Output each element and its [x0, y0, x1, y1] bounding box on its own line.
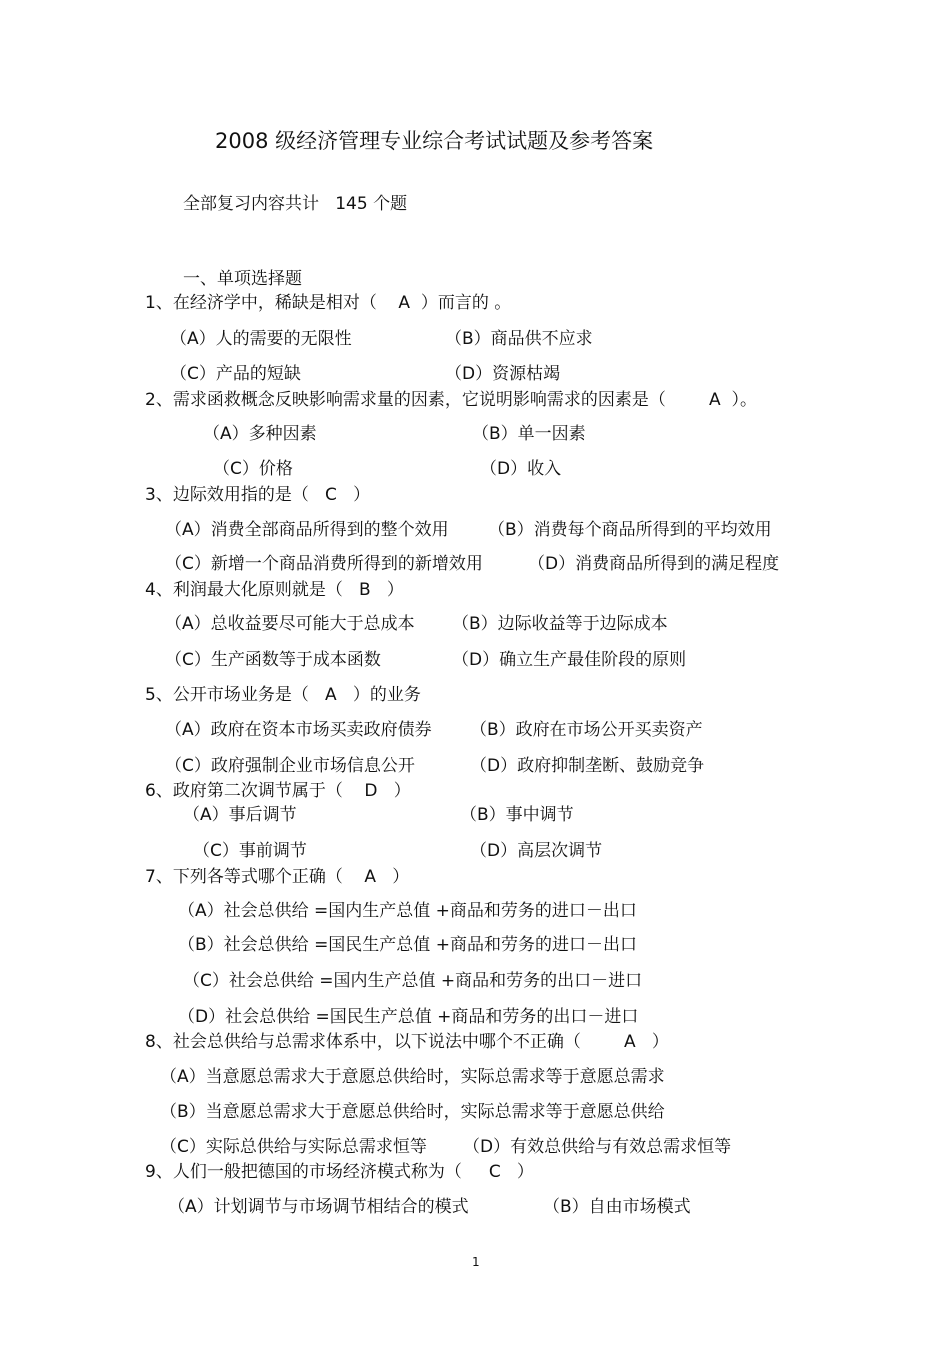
question-count-summary: 全部复习内容共计 145 个题 [183, 194, 408, 214]
question-stem: 2、需求函救概念反映影响需求量的因素，它说明影响需求的因素是（ A ）。 [145, 390, 757, 410]
section-heading: 一、单项选择题 [183, 269, 302, 289]
option-d: （D）政府抑制垄断、鼓励竞争 [470, 756, 705, 776]
option-d: （D）社会总供给 =国民生产总值 +商品和劳务的出口－进口 [178, 1007, 639, 1027]
option-c: （C）价格 [213, 459, 293, 479]
option-c: （C）事前调节 [193, 841, 307, 861]
question-stem: 7、下列各等式哪个正确（ A ） [145, 867, 410, 887]
option-a: （A）人的需要的无限性 [170, 329, 352, 349]
question-stem: 5、公开市场业务是（ A ）的业务 [145, 685, 421, 705]
question-stem: 9、人们一般把德国的市场经济模式称为（ C ） [145, 1162, 534, 1182]
option-a: （A）事后调节 [183, 805, 297, 825]
option-d: （D）消费商品所得到的满足程度 [528, 554, 780, 574]
option-c: （C）新增一个商品消费所得到的新增效用 [165, 554, 483, 574]
option-d: （D）高层次调节 [470, 841, 603, 861]
option-b: （B）社会总供给 =国民生产总值 +商品和劳务的进口－出口 [178, 935, 637, 955]
option-a: （A）消费全部商品所得到的整个效用 [165, 520, 449, 540]
question-stem: 4、利润最大化原则就是（ B ） [145, 580, 404, 600]
option-b: （B）消费每个商品所得到的平均效用 [488, 520, 772, 540]
option-d: （D）资源枯竭 [445, 364, 561, 384]
option-c: （C）社会总供给 =国内生产总值 +商品和劳务的出口－进口 [183, 971, 643, 991]
option-c: （C）实际总供给与实际总需求恒等 [160, 1137, 427, 1157]
option-d: （D）收入 [480, 459, 562, 479]
option-d: （D）确立生产最佳阶段的原则 [452, 650, 687, 670]
option-a: （A）政府在资本市场买卖政府债券 [165, 720, 432, 740]
option-b: （B）边际收益等于边际成本 [452, 614, 668, 634]
document-title: 2008 级经济管理专业综合考试试题及参考答案 [215, 129, 654, 153]
question-stem: 1、在经济学中，稀缺是相对（ A ）而言的 。 [145, 293, 512, 313]
option-a: （A）社会总供给 =国内生产总值 +商品和劳务的进口－出口 [178, 901, 637, 921]
option-c: （C）政府强制企业市场信息公开 [165, 756, 415, 776]
option-a: （A）当意愿总需求大于意愿总供给时，实际总需求等于意愿总需求 [160, 1067, 665, 1087]
option-a: （A）计划调节与市场调节相结合的模式 [168, 1197, 469, 1217]
option-a: （A）多种因素 [203, 424, 317, 444]
option-b: （B）事中调节 [460, 805, 574, 825]
question-stem: 8、社会总供给与总需求体系中，以下说法中哪个不正确（ A ） [145, 1032, 669, 1052]
option-c: （C）生产函数等于成本函数 [165, 650, 381, 670]
option-b: （B）政府在市场公开买卖资产 [470, 720, 703, 740]
page-number: 1 [472, 1255, 480, 1269]
question-stem: 3、边际效用指的是（ C ） [145, 485, 371, 505]
option-b: （B）当意愿总需求大于意愿总供给时，实际总需求等于意愿总供给 [160, 1102, 665, 1122]
option-c: （C）产品的短缺 [170, 364, 301, 384]
option-b: （B）单一因素 [472, 424, 586, 444]
option-b: （B）商品供不应求 [445, 329, 593, 349]
option-b: （B）自由市场模式 [543, 1197, 691, 1217]
option-d: （D）有效总供给与有效总需求恒等 [463, 1137, 732, 1157]
option-a: （A）总收益要尽可能大于总成本 [165, 614, 415, 634]
question-stem: 6、政府第二次调节属于（ D ） [145, 781, 411, 801]
